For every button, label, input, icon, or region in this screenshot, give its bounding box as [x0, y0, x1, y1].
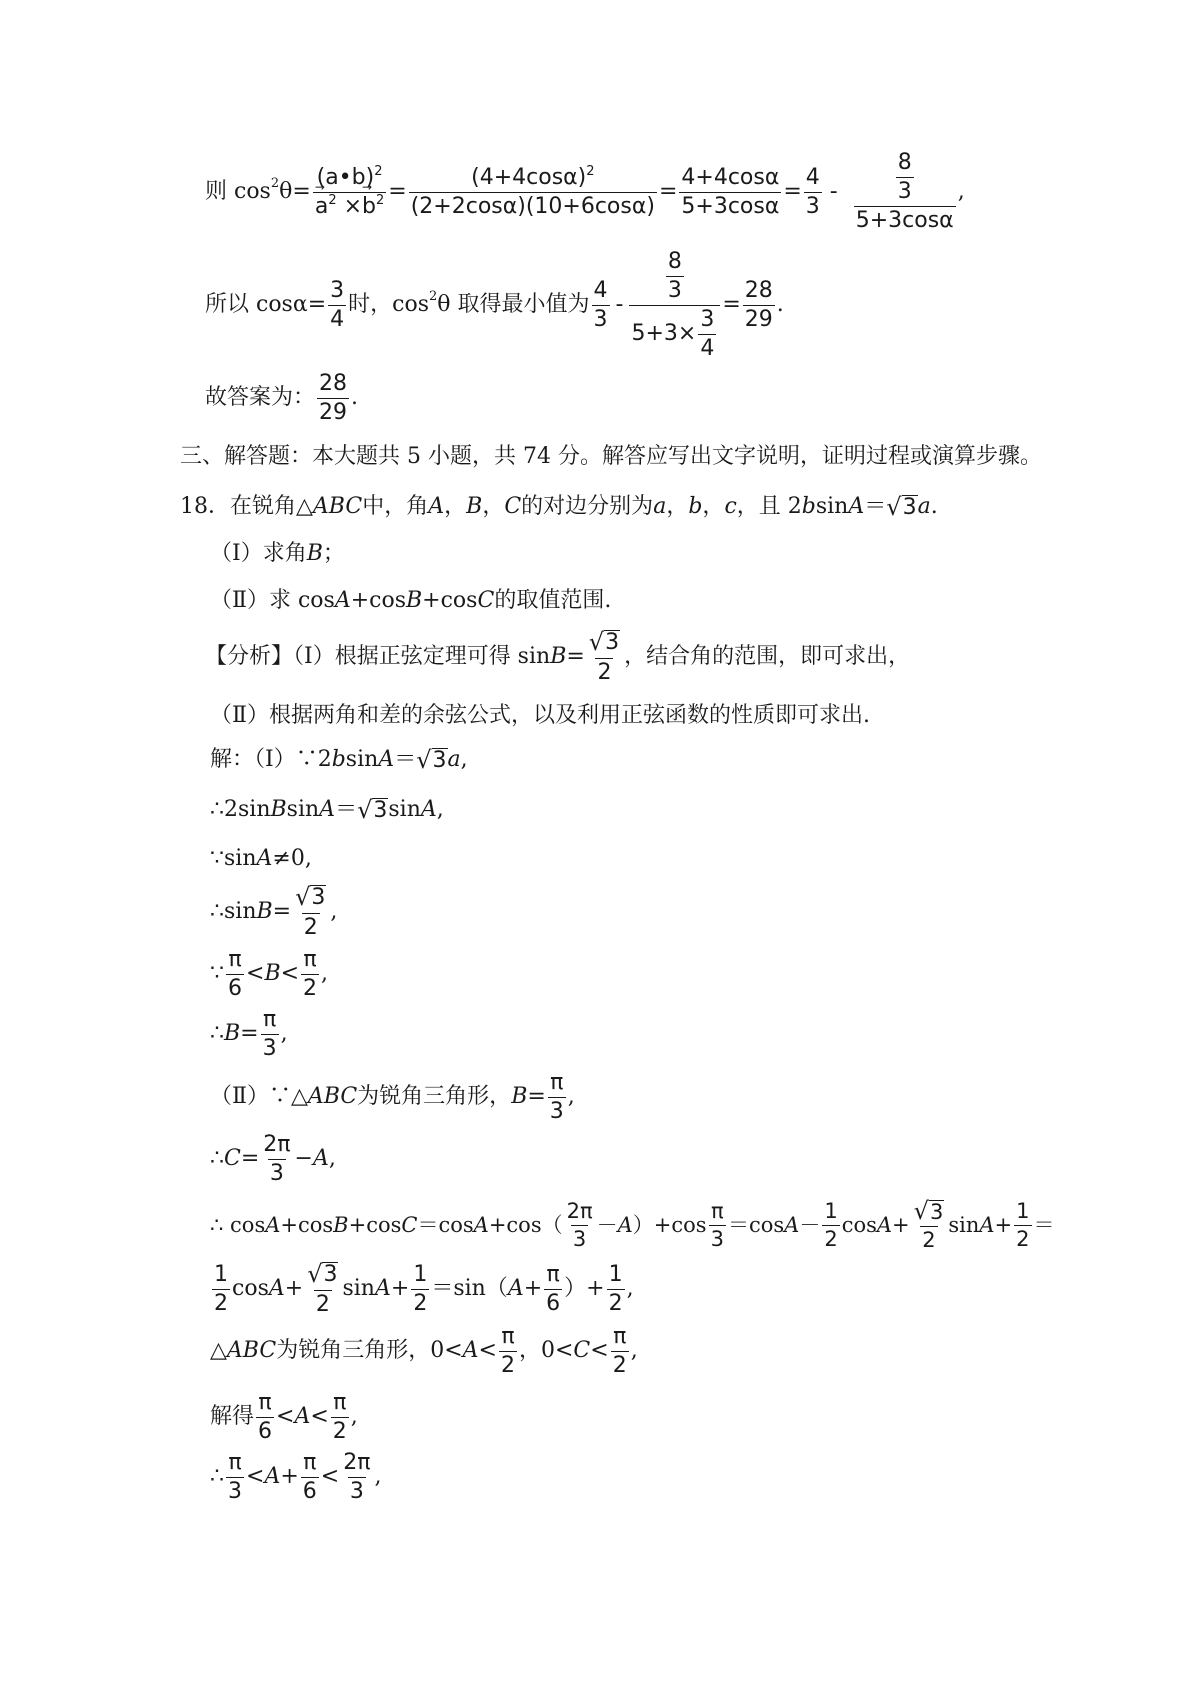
fraction: $\frac{\pi}{3}$ — [262, 1006, 277, 1061]
fraction: √ 3 2 — [295, 883, 326, 940]
fraction: $\frac{\pi}{6}$ — [546, 1261, 561, 1316]
fraction: $\frac{4}{3}$ — [593, 277, 608, 332]
fraction: √ 3 2 — [588, 628, 620, 685]
solution-part-2-step-1: （Ⅱ）∵△ ABC 为锐角三角形， B = $\frac{\pi}{3}$ , — [210, 1069, 575, 1124]
fraction: $\frac{\pi}{6}$ — [228, 946, 242, 1001]
line-answer: 故答案为： $\frac{28}{29}$ . — [205, 370, 359, 425]
solution-step-1: 解：（Ⅰ）∵2 b sin A ＝ √ 3 a , — [210, 746, 468, 774]
fraction: $\frac{1}{2}$ — [413, 1261, 428, 1316]
analysis-line-1: 【分析】（Ⅰ）根据正弦定理可得 sin B = √ 3 2 ，结合角的范围，即可求出， — [205, 628, 911, 685]
fraction: $\frac{\pi}{3}$ — [549, 1069, 564, 1124]
fraction: $\frac{\pi}{2}$ — [500, 1323, 515, 1378]
fraction: $\frac{28}{29}$ — [744, 277, 773, 332]
fraction: √ 3 2 — [307, 1260, 338, 1317]
solution-part-2-step-6: 解得 $\frac{\pi}{6}$ < A < $\frac{\pi}{2}$ , — [210, 1389, 358, 1444]
solution-part-2-step-5: △ ABC 为锐角三角形，0< A < $\frac{\pi}{2}$ ，0< C < $\frac{\pi}{2}$ , — [210, 1323, 638, 1378]
fraction: $\frac{28}{29}$ — [319, 370, 348, 425]
fraction: $\frac{\pi}{3}$ — [228, 1449, 242, 1504]
fraction: $\frac{\pi}{6}$ — [258, 1389, 273, 1444]
fraction: $\frac{\pi}{3}$ — [710, 1198, 724, 1251]
problem-18-statement: 18．在锐角△ ABC 中，角 A ， B ， C 的对边分别为 a ， b ， c ，且 2 b sin A ＝ √ 3 a . — [180, 493, 938, 521]
fraction: $\frac{4+4\cos\alpha}{5+3\cos\alpha}$ — [681, 164, 780, 219]
fraction: √ 3 2 — [913, 1197, 944, 1252]
solution-step-3: ∵sin A ≠0, — [210, 846, 312, 871]
fraction: $\frac{\pi}{2}$ — [612, 1323, 627, 1378]
analysis-line-2: （Ⅱ）根据两角和差的余弦公式，以及利用正弦函数的性质即可求出. — [210, 703, 870, 728]
fraction: $\frac{4}{3}$ — [805, 164, 820, 219]
solution-step-2: ∴2sin B sin A ＝ √ 3 sin A , — [210, 796, 444, 824]
fraction: $\frac{1}{2}$ — [608, 1261, 623, 1316]
fraction: $\frac{3}{4}$ — [330, 277, 345, 332]
solution-part-2-step-7: ∴ $\frac{\pi}{3}$ < A + $\frac{\pi}{6}$ < $\frac{2\pi}{3}$ , — [210, 1449, 382, 1504]
fraction: $\frac{(4+4\cos\alpha)^2}{(2+2\cos\alpha)(10+6\cos\alpha)}$ — [410, 163, 655, 219]
sqrt: √ 3 — [886, 493, 917, 521]
solution-step-4: ∴sin B = √ 3 2 , — [210, 883, 338, 940]
fraction: $\frac{\pi}{6}$ — [302, 1449, 317, 1504]
fraction: $\frac{2\pi}{3}$ — [566, 1198, 593, 1251]
fraction: $\frac{2\pi}{3}$ — [343, 1449, 371, 1504]
line-cos-theta-formula: 则 cos 2 θ= (a•b)$^2$ → $a^2 \times\to b^2$ = $\frac{(4+4\cos\alpha)^2}{(2+2\cos\alpha)(10+6\cos\alpha)}$ = $\frac{4+4\cos\alpha}{5+3\cos\alpha}$ = $\frac{4}{3}$ - $\frac{\frac{8}{3}}{5+3\cos\alpha}$ , — [205, 152, 965, 232]
fraction: $\frac{\pi}{2}$ — [303, 946, 318, 1001]
fraction: $\frac{\pi}{2}$ — [332, 1389, 347, 1444]
line-min-value: 所以 cosα= $\frac{3}{4}$ 时，cos 2 θ 取得最小值为 $\frac{4}{3}$ - $\frac{8}{3}$ 5+3× $\frac{3}{4}$ = $\frac{28}{29}$ . — [205, 248, 784, 361]
section-heading: 三、解答题：本大题共 5 小题，共 74 分。解答应写出文字说明，证明过程或演算步骤。 — [180, 444, 1042, 469]
fraction: $\frac{1}{2}$ — [214, 1261, 228, 1316]
solution-step-6: ∴ B = $\frac{\pi}{3}$ , — [210, 1006, 288, 1061]
fraction: (a•b)$^2$ → $a^2 \times\to b^2$ — [313, 167, 386, 218]
fraction: $\frac{1}{2}$ — [1016, 1198, 1030, 1251]
solution-part-2-step-3: ∴ cos A +cos B +cos C ＝cos A +cos（ $\frac{2\pi}{3}$ － A ）+cos $\frac{\pi}{3}$ ＝cos A － $\frac{1}{2}$ cos A + √ 3 2 sin A + $\frac{1}{2}$ ＝ — [210, 1197, 1055, 1252]
solution-part-2-step-2: ∴ C = $\frac{2\pi}{3}$ − A , — [210, 1131, 336, 1186]
solution-part-2-step-4: $\frac{1}{2}$ cos A + √ 3 2 sin A + $\frac{1}{2}$ ＝sin（ A + $\frac{\pi}{6}$ ）+ $\frac{1}{2}$ , — [214, 1260, 634, 1317]
compound-fraction: $\frac{\frac{8}{3}}{5+3\cos\alpha}$ — [855, 150, 954, 233]
sqrt: √ 3 — [416, 746, 447, 774]
part-1-question: （Ⅰ）求角 B ； — [210, 541, 345, 566]
solution-step-5: ∵ $\frac{\pi}{6}$ < B < $\frac{\pi}{2}$ , — [210, 946, 329, 1001]
part-2-question: （Ⅱ）求 cos A +cos B +cos C 的取值范围. — [210, 588, 612, 613]
fraction: $\frac{2\pi}{3}$ — [263, 1131, 291, 1186]
fraction: $\frac{1}{2}$ — [824, 1198, 838, 1251]
sqrt: √ 3 — [357, 796, 388, 824]
compound-fraction: $\frac{8}{3}$ 5+3× $\frac{3}{4}$ — [629, 251, 720, 360]
